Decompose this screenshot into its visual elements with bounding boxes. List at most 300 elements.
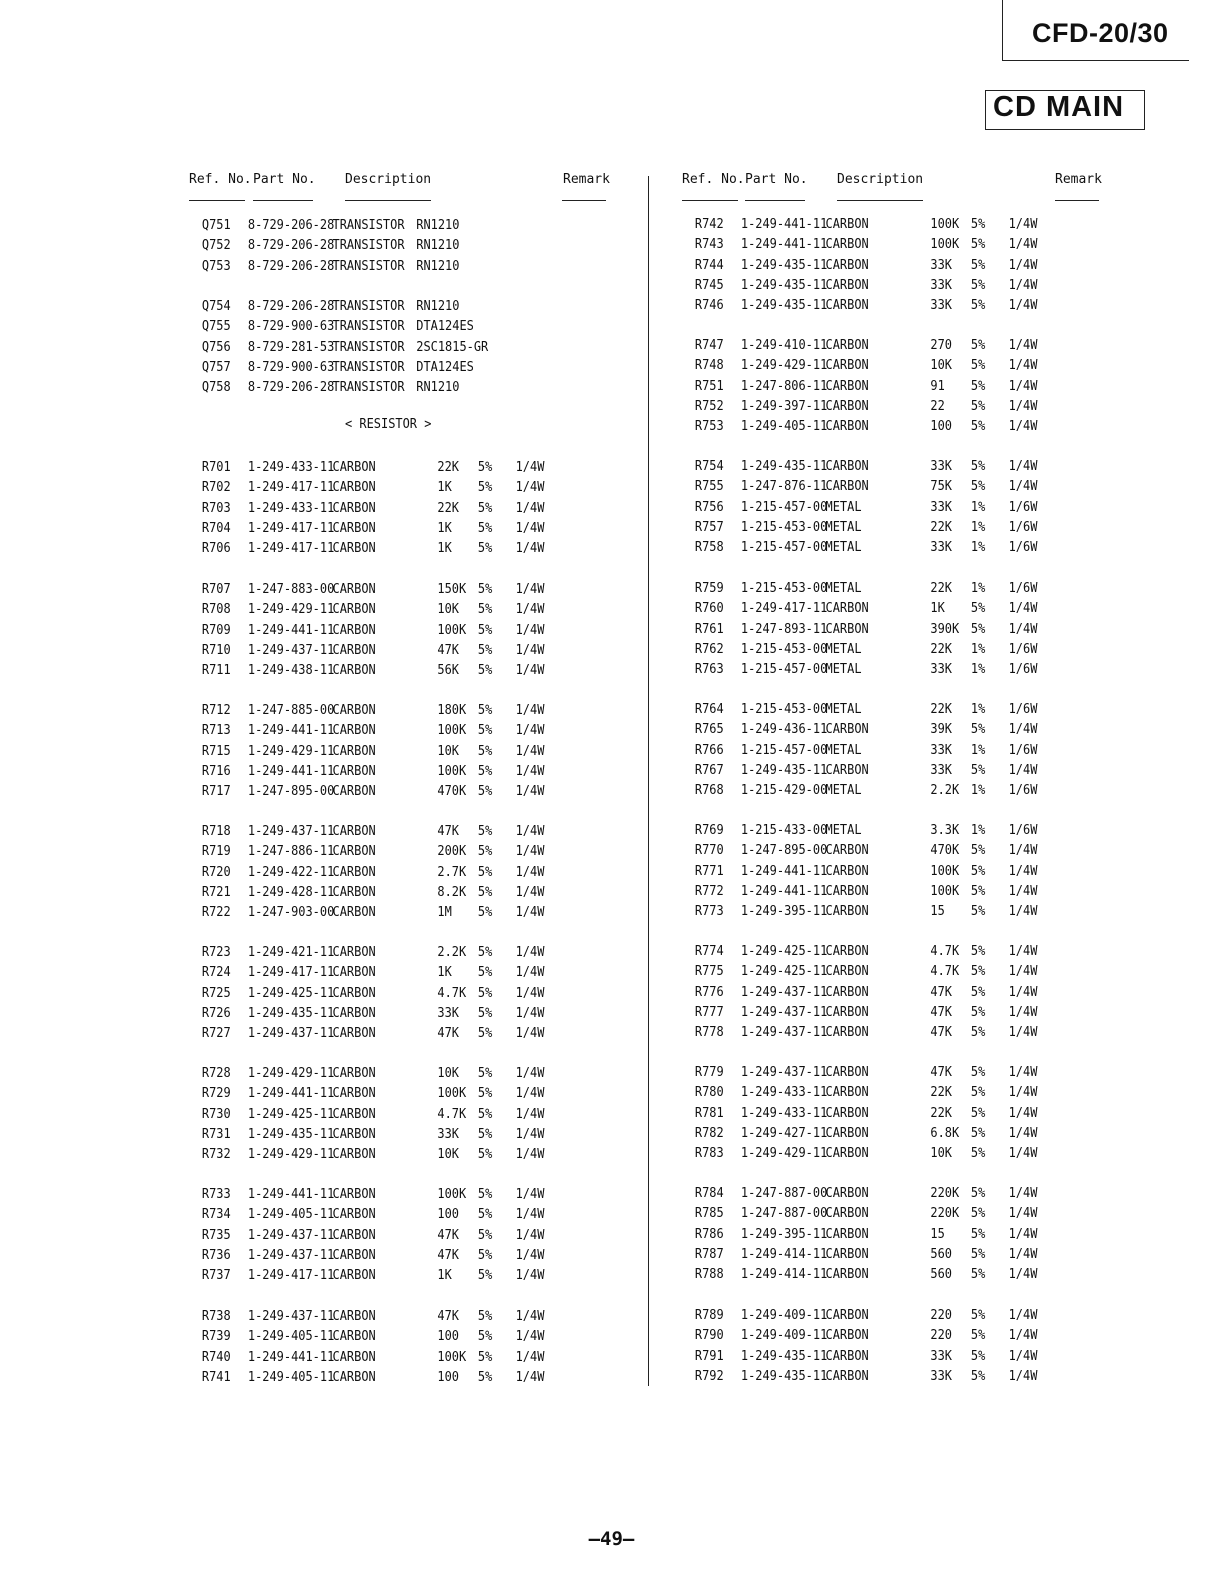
cell-ref-no: R788 (694, 1267, 724, 1283)
cell-part-no: 1-247-887-00 (740, 1186, 828, 1201)
cell-rating: 1/4W (515, 1026, 545, 1042)
cell-rating: 1/4W (1008, 217, 1038, 232)
cell-part-no: 1-249-441-11 (247, 763, 335, 779)
cell-tolerance: 5% (477, 743, 493, 759)
cell-ref-no: R770 (694, 843, 724, 859)
cell-tolerance: 5% (477, 500, 493, 516)
cell-tolerance: 5% (970, 984, 986, 1000)
cell-ref-no: R789 (694, 1308, 724, 1323)
cell-value: 220K (930, 1206, 960, 1222)
cell-description: TRANSISTOR (332, 238, 405, 254)
cell-tolerance: 5% (477, 1106, 493, 1122)
cell-value: RN1210 (416, 238, 460, 254)
cell-ref-no: R735 (201, 1227, 231, 1243)
header-part-no: Part No. (745, 172, 808, 187)
cell-part-no: 1-249-429-11 (740, 358, 828, 374)
cell-rating: 1/4W (1008, 1246, 1038, 1262)
cell-ref-no: R738 (201, 1309, 231, 1324)
cell-description: METAL (825, 742, 862, 758)
cell-description: CARBON (332, 1066, 376, 1081)
cell-part-no: 1-215-457-00 (740, 540, 828, 556)
cell-rating: 1/4W (515, 784, 545, 800)
cell-tolerance: 5% (477, 663, 493, 679)
header-remark: Remark (563, 172, 610, 187)
cell-part-no: 1-249-437-11 (247, 642, 335, 658)
cell-tolerance: 5% (970, 1065, 986, 1080)
cell-description: METAL (825, 581, 862, 596)
cell-tolerance: 5% (477, 965, 493, 981)
cell-tolerance: 5% (970, 1308, 986, 1323)
cell-ref-no: R756 (694, 499, 724, 515)
cell-description: CARBON (825, 1085, 869, 1101)
column-divider (648, 176, 649, 1386)
cell-description: CARBON (825, 358, 869, 374)
cell-value: 1K (930, 601, 945, 617)
cell-rating: 1/4W (515, 884, 545, 900)
cell-description: TRANSISTOR (332, 380, 405, 396)
cell-description: CARBON (825, 398, 869, 414)
cell-rating: 1/4W (1008, 843, 1038, 859)
cell-tolerance: 5% (477, 784, 493, 800)
cell-rating: 1/4W (1008, 621, 1038, 637)
cell-value: 33K (930, 742, 953, 758)
cell-description: CARBON (332, 582, 376, 597)
cell-value: 10K (930, 1146, 953, 1162)
cell-rating: 1/4W (1008, 904, 1038, 920)
cell-value: 2.2K (437, 945, 467, 960)
cell-description: CARBON (332, 884, 376, 900)
cell-ref-no: R741 (201, 1369, 231, 1385)
cell-part-no: 1-249-414-11 (740, 1267, 828, 1283)
cell-ref-no: R703 (201, 500, 231, 516)
cell-description: CARBON (332, 1369, 376, 1385)
cell-value: 100K (930, 237, 960, 253)
cell-value: 47K (437, 1309, 460, 1324)
cell-part-no: 1-249-441-11 (740, 883, 828, 899)
cell-value: 560 (930, 1246, 953, 1262)
cell-rating: 1/4W (1008, 277, 1038, 293)
cell-tolerance: 5% (477, 844, 493, 860)
cell-rating: 1/4W (515, 622, 545, 638)
cell-part-no: 1-249-435-11 (740, 257, 828, 273)
cell-rating: 1/4W (515, 1309, 545, 1324)
cell-value: 200K (437, 844, 467, 860)
cell-ref-no: R768 (694, 783, 724, 799)
cell-description: CARBON (825, 419, 869, 435)
cell-description: METAL (825, 499, 862, 515)
cell-rating: 1/4W (515, 985, 545, 1001)
cell-tolerance: 5% (477, 723, 493, 739)
cell-description: CARBON (332, 1106, 376, 1122)
cell-rating: 1/4W (1008, 398, 1038, 414)
cell-ref-no: R764 (694, 702, 724, 717)
cell-ref-no: Q752 (201, 238, 231, 254)
cell-part-no: 1-249-395-11 (740, 1226, 828, 1242)
cell-rating: 1/6W (1008, 702, 1038, 717)
cell-tolerance: 5% (970, 1085, 986, 1101)
page-number: —49— (588, 1528, 635, 1550)
cell-value: 33K (930, 662, 953, 678)
cell-description: CARBON (332, 1187, 376, 1202)
cell-description: TRANSISTOR (332, 319, 405, 335)
cell-description: CARBON (825, 944, 869, 959)
cell-tolerance: 5% (970, 1004, 986, 1020)
cell-rating: 1/4W (515, 642, 545, 658)
cell-ref-no: R729 (201, 1086, 231, 1102)
cell-description: CARBON (332, 1309, 376, 1324)
cell-tolerance: 5% (970, 1146, 986, 1162)
cell-description: CARBON (825, 237, 869, 253)
cell-tolerance: 5% (970, 338, 986, 353)
cell-value: 270 (930, 338, 953, 353)
cell-value: 4.7K (437, 985, 467, 1001)
cell-description: CARBON (332, 642, 376, 658)
cell-ref-no: R790 (694, 1328, 724, 1344)
cell-ref-no: R737 (201, 1268, 231, 1284)
cell-part-no: 1-249-441-11 (740, 217, 828, 232)
cell-rating: 1/4W (515, 1369, 545, 1385)
cell-ref-no: R734 (201, 1207, 231, 1223)
cell-part-no: 1-249-441-11 (247, 1187, 335, 1202)
cell-rating: 1/4W (515, 582, 545, 597)
cell-ref-no: R727 (201, 1026, 231, 1042)
cell-ref-no: R724 (201, 965, 231, 981)
cell-description: CARBON (825, 964, 869, 980)
cell-rating: 1/6W (1008, 519, 1038, 535)
cell-value: 1K (437, 541, 452, 557)
cell-tolerance: 5% (477, 905, 493, 921)
cell-part-no: 1-249-436-11 (740, 722, 828, 738)
cell-ref-no: R722 (201, 905, 231, 921)
cell-ref-no: R721 (201, 884, 231, 900)
cell-description: METAL (825, 641, 862, 657)
cell-value: 22K (437, 460, 460, 475)
cell-value: 100 (437, 1369, 460, 1385)
cell-tolerance: 5% (970, 1267, 986, 1283)
cell-rating: 1/4W (515, 663, 545, 679)
cell-ref-no: R776 (694, 984, 724, 1000)
cell-ref-no: Q751 (201, 218, 231, 233)
cell-tolerance: 5% (477, 985, 493, 1001)
cell-ref-no: Q757 (201, 359, 231, 375)
cell-ref-no: R787 (694, 1246, 724, 1262)
cell-tolerance: 1% (970, 702, 986, 717)
cell-description: CARBON (825, 1186, 869, 1201)
cell-part-no: 1-249-437-11 (247, 1247, 335, 1263)
cell-description: CARBON (825, 1308, 869, 1323)
cell-ref-no: R782 (694, 1125, 724, 1141)
cell-description: METAL (825, 519, 862, 535)
header-part-no: Part No. (253, 172, 316, 187)
header-rule (837, 200, 923, 201)
resistor-heading: < RESISTOR > (345, 417, 432, 432)
cell-tolerance: 5% (970, 1186, 986, 1201)
cell-tolerance: 5% (477, 622, 493, 638)
cell-part-no: 1-249-410-11 (740, 338, 828, 353)
cell-description: CARBON (825, 257, 869, 273)
cell-rating: 1/4W (515, 1227, 545, 1243)
cell-value: 10K (437, 1147, 460, 1163)
cell-part-no: 1-215-429-00 (740, 783, 828, 799)
cell-tolerance: 5% (477, 824, 493, 839)
cell-tolerance: 5% (970, 904, 986, 920)
cell-value: 56K (437, 663, 460, 679)
cell-tolerance: 5% (477, 460, 493, 475)
cell-ref-no: R773 (694, 904, 724, 920)
cell-value: 4.7K (930, 944, 960, 959)
cell-ref-no: R707 (201, 582, 231, 597)
cell-tolerance: 5% (477, 602, 493, 618)
cell-tolerance: 1% (970, 783, 986, 799)
cell-ref-no: R777 (694, 1004, 724, 1020)
cell-rating: 1/4W (515, 1329, 545, 1345)
cell-description: CARBON (825, 1348, 869, 1364)
cell-rating: 1/4W (1008, 237, 1038, 253)
cell-value: 2.7K (437, 864, 467, 880)
cell-value: 100K (437, 1349, 467, 1365)
cell-value: 100K (437, 1086, 467, 1102)
cell-description: CARBON (332, 460, 376, 475)
cell-tolerance: 5% (970, 358, 986, 374)
cell-value: 100 (437, 1329, 460, 1345)
cell-description: CARBON (825, 1125, 869, 1141)
cell-description: TRANSISTOR (332, 299, 405, 314)
cell-part-no: 1-249-437-11 (740, 1065, 828, 1080)
cell-tolerance: 5% (477, 1329, 493, 1345)
cell-tolerance: 1% (970, 823, 986, 838)
cell-value: 33K (930, 298, 953, 314)
header-rule (562, 200, 606, 201)
cell-tolerance: 5% (477, 480, 493, 496)
cell-value: 33K (930, 277, 953, 293)
cell-description: CARBON (332, 520, 376, 536)
cell-rating: 1/4W (515, 864, 545, 880)
header-rule (682, 200, 738, 201)
cell-description: TRANSISTOR (332, 218, 405, 233)
cell-value: 33K (930, 1348, 953, 1364)
cell-value: 47K (930, 1065, 953, 1080)
cell-description: CARBON (332, 1268, 376, 1284)
cell-rating: 1/4W (1008, 459, 1038, 474)
cell-rating: 1/4W (1008, 298, 1038, 314)
cell-rating: 1/4W (515, 1349, 545, 1365)
cell-description: CARBON (825, 1004, 869, 1020)
cell-rating: 1/4W (1008, 1328, 1038, 1344)
cell-part-no: 1-249-441-11 (740, 863, 828, 879)
cell-rating: 1/4W (1008, 257, 1038, 273)
cell-description: CARBON (332, 500, 376, 516)
cell-value: 100K (437, 1187, 467, 1202)
cell-rating: 1/4W (1008, 964, 1038, 980)
cell-tolerance: 5% (970, 843, 986, 859)
cell-rating: 1/4W (1008, 863, 1038, 879)
cell-part-no: 1-249-433-11 (247, 460, 335, 475)
cell-ref-no: R753 (694, 419, 724, 435)
cell-tolerance: 1% (970, 641, 986, 657)
cell-part-no: 1-249-435-11 (247, 1005, 335, 1021)
cell-ref-no: R731 (201, 1126, 231, 1142)
cell-ref-no: R710 (201, 642, 231, 658)
cell-part-no: 1-249-433-11 (247, 500, 335, 516)
cell-ref-no: R779 (694, 1065, 724, 1080)
cell-value: 33K (437, 1126, 460, 1142)
cell-rating: 1/4W (1008, 1004, 1038, 1020)
cell-value: 4.7K (437, 1106, 467, 1122)
cell-part-no: 1-249-435-11 (247, 1126, 335, 1142)
cell-rating: 1/4W (1008, 378, 1038, 394)
cell-part-no: 1-249-429-11 (740, 1146, 828, 1162)
cell-value: 1M (437, 905, 452, 921)
cell-value: 33K (930, 499, 953, 515)
cell-tolerance: 5% (970, 1246, 986, 1262)
cell-ref-no: R743 (694, 237, 724, 253)
cell-value: 10K (437, 1066, 460, 1081)
cell-value: 3.3K (930, 823, 960, 838)
cell-part-no: 1-215-453-00 (740, 641, 828, 657)
cell-rating: 1/4W (515, 480, 545, 496)
cell-value: DTA124ES (416, 359, 474, 375)
cell-rating: 1/6W (1008, 499, 1038, 515)
cell-rating: 1/4W (1008, 1308, 1038, 1323)
cell-value: 22K (930, 1105, 953, 1121)
cell-part-no: 1-249-405-11 (740, 419, 828, 435)
cell-description: CARBON (825, 1025, 869, 1041)
cell-part-no: 1-249-435-11 (740, 298, 828, 314)
cell-ref-no: R748 (694, 358, 724, 374)
cell-part-no: 1-247-903-00 (247, 905, 335, 921)
cell-rating: 1/4W (515, 500, 545, 516)
cell-ref-no: R761 (694, 621, 724, 637)
cell-tolerance: 5% (970, 964, 986, 980)
cell-rating: 1/6W (1008, 823, 1038, 838)
cell-ref-no: R760 (694, 601, 724, 617)
cell-value: RN1210 (416, 258, 460, 274)
cell-value: 33K (930, 257, 953, 273)
cell-tolerance: 5% (970, 378, 986, 394)
cell-tolerance: 5% (970, 883, 986, 899)
cell-description: CARBON (332, 905, 376, 921)
cell-rating: 1/6W (1008, 742, 1038, 758)
cell-value: 47K (437, 1227, 460, 1243)
cell-rating: 1/4W (1008, 1065, 1038, 1080)
cell-value: 4.7K (930, 964, 960, 980)
cell-part-no: 1-249-437-11 (247, 1227, 335, 1243)
cell-ref-no: R772 (694, 883, 724, 899)
cell-value: 2.2K (930, 783, 960, 799)
cell-description: CARBON (332, 1147, 376, 1163)
cell-ref-no: R711 (201, 663, 231, 679)
cell-rating: 1/4W (515, 703, 545, 718)
cell-description: CARBON (825, 298, 869, 314)
cell-ref-no: R739 (201, 1329, 231, 1345)
cell-part-no: 1-249-438-11 (247, 663, 335, 679)
cell-value: DTA124ES (416, 319, 474, 335)
cell-tolerance: 5% (477, 642, 493, 658)
cell-ref-no: R765 (694, 722, 724, 738)
cell-tolerance: 5% (970, 863, 986, 879)
cell-description: CARBON (332, 945, 376, 960)
cell-part-no: 1-249-409-11 (740, 1308, 828, 1323)
cell-ref-no: Q756 (201, 339, 231, 355)
cell-value: 100K (930, 883, 960, 899)
cell-ref-no: R717 (201, 784, 231, 800)
cell-part-no: 1-215-457-00 (740, 499, 828, 515)
cell-ref-no: R718 (201, 824, 231, 839)
cell-value: 22K (930, 581, 953, 596)
cell-part-no: 1-249-435-11 (740, 277, 828, 293)
cell-tolerance: 5% (970, 237, 986, 253)
cell-description: CARBON (332, 1349, 376, 1365)
cell-description: CARBON (332, 1227, 376, 1243)
cell-value: 91 (930, 378, 945, 394)
cell-rating: 1/4W (515, 743, 545, 759)
cell-value: 470K (437, 784, 467, 800)
cell-description: CARBON (825, 762, 869, 778)
cell-ref-no: R778 (694, 1025, 724, 1041)
cell-value: 39K (930, 722, 953, 738)
cell-part-no: 1-249-441-11 (740, 237, 828, 253)
cell-description: CARBON (825, 378, 869, 394)
cell-description: CARBON (825, 459, 869, 474)
cell-description: CARBON (332, 1086, 376, 1102)
cell-part-no: 1-249-417-11 (247, 1268, 335, 1284)
cell-rating: 1/4W (1008, 1085, 1038, 1101)
cell-description: CARBON (825, 863, 869, 879)
cell-description: CARBON (332, 480, 376, 496)
cell-ref-no: R745 (694, 277, 724, 293)
cell-ref-no: R715 (201, 743, 231, 759)
header-description: Description (837, 172, 924, 187)
cell-tolerance: 5% (970, 479, 986, 495)
cell-ref-no: R702 (201, 480, 231, 496)
cell-tolerance: 1% (970, 540, 986, 556)
cell-part-no: 1-249-429-11 (247, 1066, 335, 1081)
cell-description: CARBON (825, 883, 869, 899)
cell-part-no: 1-249-441-11 (247, 723, 335, 739)
cell-part-no: 1-249-425-11 (740, 964, 828, 980)
cell-value: 220 (930, 1308, 953, 1323)
cell-tolerance: 5% (970, 1025, 986, 1041)
cell-part-no: 1-247-895-00 (740, 843, 828, 859)
header-rule (189, 200, 245, 201)
header-rule (1055, 200, 1099, 201)
cell-tolerance: 5% (477, 884, 493, 900)
cell-tolerance: 5% (477, 1207, 493, 1223)
cell-description: CARBON (332, 541, 376, 557)
cell-description: CARBON (332, 763, 376, 779)
cell-ref-no: R775 (694, 964, 724, 980)
cell-rating: 1/4W (1008, 722, 1038, 738)
cell-tolerance: 5% (970, 1125, 986, 1141)
cell-value: 47K (437, 1026, 460, 1042)
cell-rating: 1/4W (515, 763, 545, 779)
cell-rating: 1/4W (1008, 984, 1038, 1000)
cell-ref-no: R783 (694, 1146, 724, 1162)
cell-value: 47K (930, 1004, 953, 1020)
cell-part-no: 1-249-425-11 (247, 1106, 335, 1122)
cell-description: CARBON (825, 843, 869, 859)
cell-ref-no: R784 (694, 1186, 724, 1201)
cell-part-no: 1-247-886-11 (247, 844, 335, 860)
cell-rating: 1/4W (515, 1126, 545, 1142)
cell-part-no: 1-249-417-11 (247, 480, 335, 496)
cell-part-no: 1-249-417-11 (247, 965, 335, 981)
cell-part-no: 8-729-206-28 (247, 299, 335, 314)
cell-ref-no: R709 (201, 622, 231, 638)
cell-tolerance: 5% (477, 1126, 493, 1142)
cell-tolerance: 1% (970, 519, 986, 535)
cell-rating: 1/4W (515, 905, 545, 921)
